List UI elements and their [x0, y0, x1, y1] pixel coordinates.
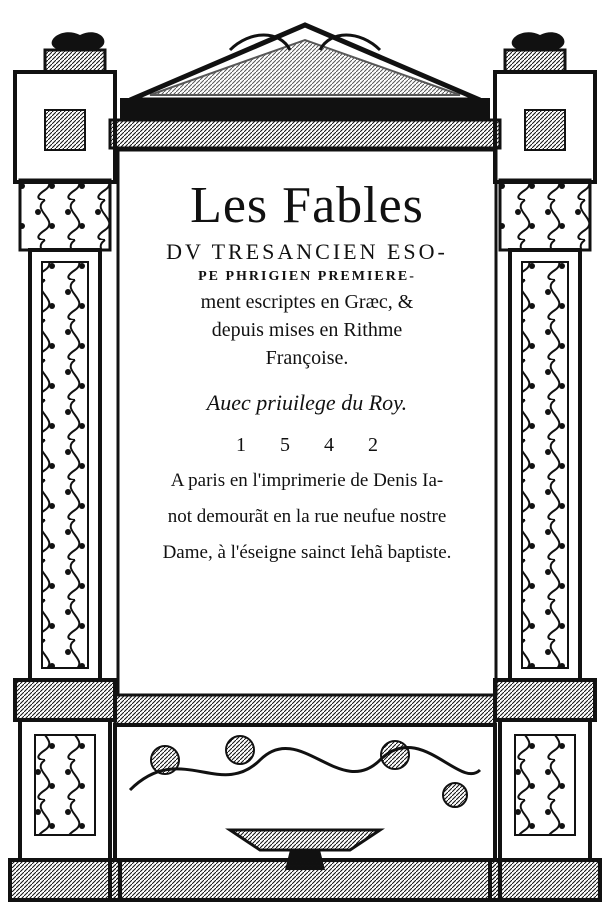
subtitle-line-4: depuis mises en Rithme	[211, 319, 403, 341]
publication-year: 1542	[236, 434, 412, 456]
left-urn	[45, 32, 105, 72]
title-text-block	[118, 170, 496, 565]
right-column	[490, 72, 600, 900]
subtitle-line-1: DV TRESANCIEN ESO-	[166, 239, 448, 264]
subtitle-line-5: Françoise.	[265, 347, 349, 369]
book-title: Les Fables	[190, 177, 424, 234]
subtitle-line-3: ment escriptes en Græc, &	[200, 291, 414, 313]
right-urn	[505, 32, 565, 72]
imprint-line-1: A paris en l'imprimerie de Denis Ia-	[170, 470, 444, 491]
privilege-line: Auec priuilege du Roy.	[206, 390, 408, 415]
base-panel	[110, 695, 500, 900]
pediment	[110, 25, 500, 148]
imprint-line-3: Dame, à l'éseigne sainct Iehã baptiste.	[162, 542, 452, 563]
subtitle-line-2: PE PHRIGIEN PREMIERE-	[198, 269, 416, 284]
left-column	[10, 72, 120, 900]
imprint-line-2: not demourãt en la rue neufue nostre	[167, 506, 447, 527]
